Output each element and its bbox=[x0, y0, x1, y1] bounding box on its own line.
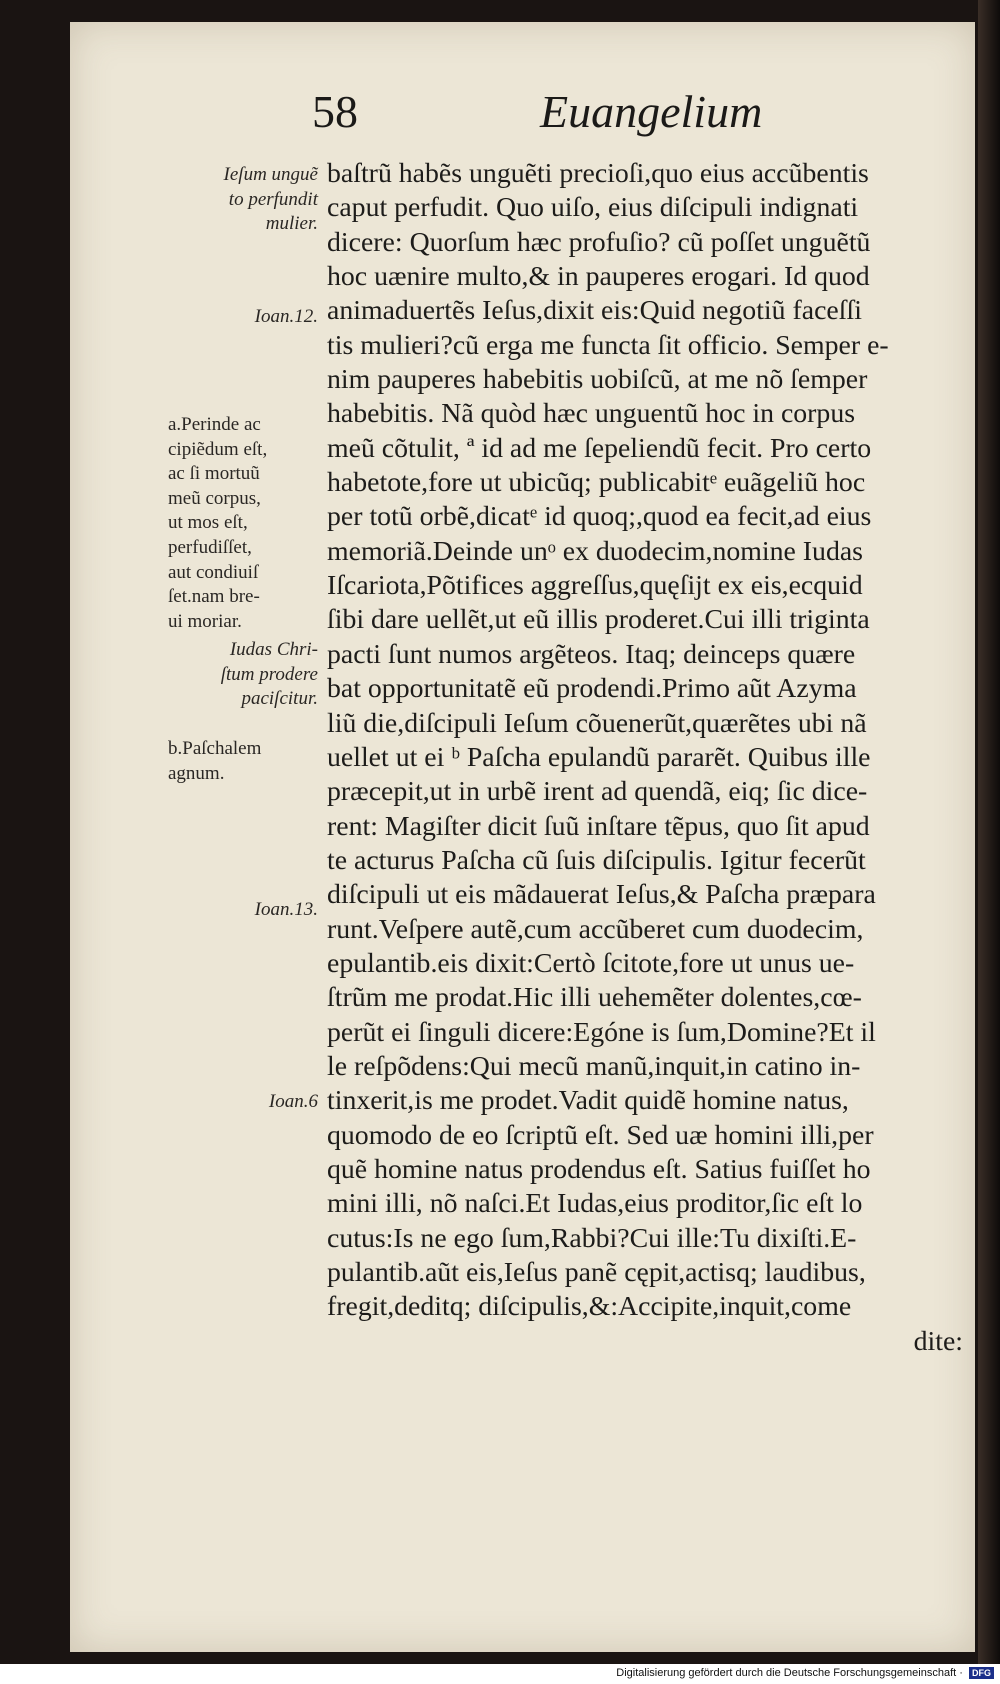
page-header bbox=[250, 85, 763, 145]
text-line: ſibi dare uellẽt,ut eũ illis proderet.Cui illi triginta bbox=[327, 604, 870, 636]
margin-note-line: a.Perinde ac bbox=[168, 414, 261, 435]
text-line: fregit,deditq; diſcipulis,&:Accipite,inquit,come bbox=[327, 1291, 852, 1323]
text-line: hoc uænire multo,& in pauperes erogari. Id quod bbox=[327, 261, 870, 293]
margin-note-line: ſtum prodere bbox=[220, 663, 318, 685]
margin-note-line: mulier. bbox=[265, 213, 318, 235]
text-line: quomodo de eo ſcriptũ eſt. Sed uæ homini illi,per bbox=[327, 1119, 874, 1151]
text-line: habetote,fore ut ubicũq; publicabitᵉ euãgeliũ hoc bbox=[327, 467, 866, 499]
text-line: runt.Veſpere autẽ,cum accũberet cum duodecim, bbox=[327, 913, 864, 945]
main-text bbox=[327, 157, 963, 1359]
margin-note-line: ſet.nam bre- bbox=[168, 586, 260, 608]
margin-note bbox=[168, 898, 318, 923]
margin-note bbox=[168, 737, 318, 786]
text-line: quẽ homine natus prodendus eſt. Satius fuiſſet ho bbox=[327, 1153, 871, 1185]
text-line: præcepit,ut in urbẽ irent ad quendã, eiq; ſic dice- bbox=[327, 776, 868, 808]
margin-note bbox=[168, 305, 318, 330]
text-line: animaduertẽs Ieſus,dixit eis:Quid negotiũ faceſſi bbox=[327, 295, 862, 327]
margin-note-line: paciſcitur. bbox=[241, 688, 318, 710]
text-line: liũ die,diſcipuli Ieſum cõuenerũt,quærẽtes ubi nã bbox=[327, 707, 867, 739]
running-title: Euangelium bbox=[540, 86, 763, 137]
margin-note-line: ui moriar. bbox=[168, 610, 242, 632]
catchword: dite: bbox=[913, 1325, 963, 1357]
text-line: ſtrũm me prodat.Hic illi uehemẽter dolentes,cœ- bbox=[327, 982, 862, 1014]
dfg-logo-badge: DFG bbox=[969, 1667, 994, 1679]
margin-note-line: Ieſum unguẽ bbox=[223, 164, 318, 185]
text-line: baſtrũ habẽs unguẽti precioſi,quo eius accũbentis bbox=[327, 158, 869, 189]
text-line: habebitis. Nã quòd hæc unguentũ hoc in corpus bbox=[327, 398, 856, 430]
margin-note-line: ut mos eſt, bbox=[168, 512, 248, 534]
page-number: 58 bbox=[312, 86, 358, 137]
text-line: dicere: Quorſum hæc profuſio? cũ poſſet unguẽtũ bbox=[327, 226, 871, 258]
margin-note-line: Ioan.6 bbox=[268, 1091, 318, 1112]
book-edge bbox=[978, 0, 1000, 1664]
text-line: perũt ei ſinguli dicere:Egóne is ſum,Domine?Et il bbox=[327, 1016, 876, 1048]
margin-note-line: aut condiuiſ bbox=[168, 561, 259, 583]
margin-note-line: Ioan.13. bbox=[254, 899, 318, 920]
text-line: le reſpõdens:Qui mecũ manũ,inquit,in catino in- bbox=[327, 1050, 861, 1082]
text-line: diſcipuli ut eis mãdauerat Ieſus,& Paſcha præpara bbox=[327, 879, 876, 911]
text-line: te acturus Paſcha cũ ſuis diſcipulis. Igitur fecerũt bbox=[327, 844, 866, 876]
margin-note bbox=[168, 413, 318, 634]
margin-note bbox=[168, 163, 318, 237]
text-line: bat opportunitatẽ eũ prodendi.Primo aũt Azyma bbox=[327, 673, 857, 705]
text-line: tis mulieri?cũ erga me functa ſit officio. Semper e- bbox=[327, 329, 889, 361]
text-line: nim pauperes habebitis uobiſcũ, at me nõ ſemper bbox=[327, 364, 868, 396]
margin-note-line: agnum. bbox=[168, 762, 225, 784]
text-line: pulantib.aũt eis,Ieſus panẽ cępit,actisq; laudibus, bbox=[327, 1257, 866, 1288]
margin-note-line: cipiẽdum eſt, bbox=[168, 438, 268, 460]
text-line: pacti ſunt numos argẽteos. Itaq; deinceps quære bbox=[327, 638, 856, 670]
text-line: tinxerit,is me prodet.Vadit quidẽ homine natus, bbox=[327, 1085, 849, 1117]
margin-note bbox=[168, 1090, 318, 1115]
margin-note-line: ac ſi mortuũ bbox=[168, 463, 260, 485]
margin-note-line: to perfundit bbox=[228, 188, 318, 210]
text-line: rent: Magiſter dicit ſuũ inſtare tẽpus, quo ſit apud bbox=[327, 810, 870, 842]
text-line: Iſcariota,Põtifices aggreſſus,quęſijt ex eis,ecquid bbox=[327, 570, 863, 602]
text-line: uellet ut ei ᵇ Paſcha epulandũ pararẽt. Quibus ille bbox=[327, 741, 871, 773]
text-line: cutus:Is ne ego ſum,Rabbi?Cui ille:Tu dixiſti.E- bbox=[327, 1222, 857, 1254]
margin-note-line: meũ corpus, bbox=[168, 487, 261, 509]
margin-note-line: Iudas Chri- bbox=[229, 639, 318, 660]
footer bbox=[616, 1667, 994, 1679]
margin-note-line: b.Paſchalem bbox=[168, 738, 262, 759]
text-line: per totũ orbẽ,dicatᵉ id quoq;,quod ea fecit,ad eius bbox=[327, 501, 872, 533]
text-line: meũ cõtulit, ª id ad me ſepeliendũ fecit. Pro certo bbox=[327, 432, 872, 464]
text-line: mini illi, nõ naſci.Et Iudas,eius proditor,ſic eſt lo bbox=[327, 1188, 863, 1220]
text-line: epulantib.eis dixit:Certò ſcitote,fore ut unus ue- bbox=[327, 947, 855, 979]
margin-note bbox=[168, 638, 318, 712]
text-line: memoriã.Deinde unᵒ ex duodecim,nomine Iudas bbox=[327, 535, 863, 567]
margin-note-line: perfudiſſet, bbox=[168, 536, 252, 558]
text-line: caput perfudit. Quo uiſo, eius diſcipuli indignati bbox=[327, 192, 859, 224]
margin-note-line: Ioan.12. bbox=[254, 306, 318, 327]
footer-credit: Digitalisierung gefördert durch die Deutsche Forschungsgemeinschaft · bbox=[616, 1667, 963, 1679]
